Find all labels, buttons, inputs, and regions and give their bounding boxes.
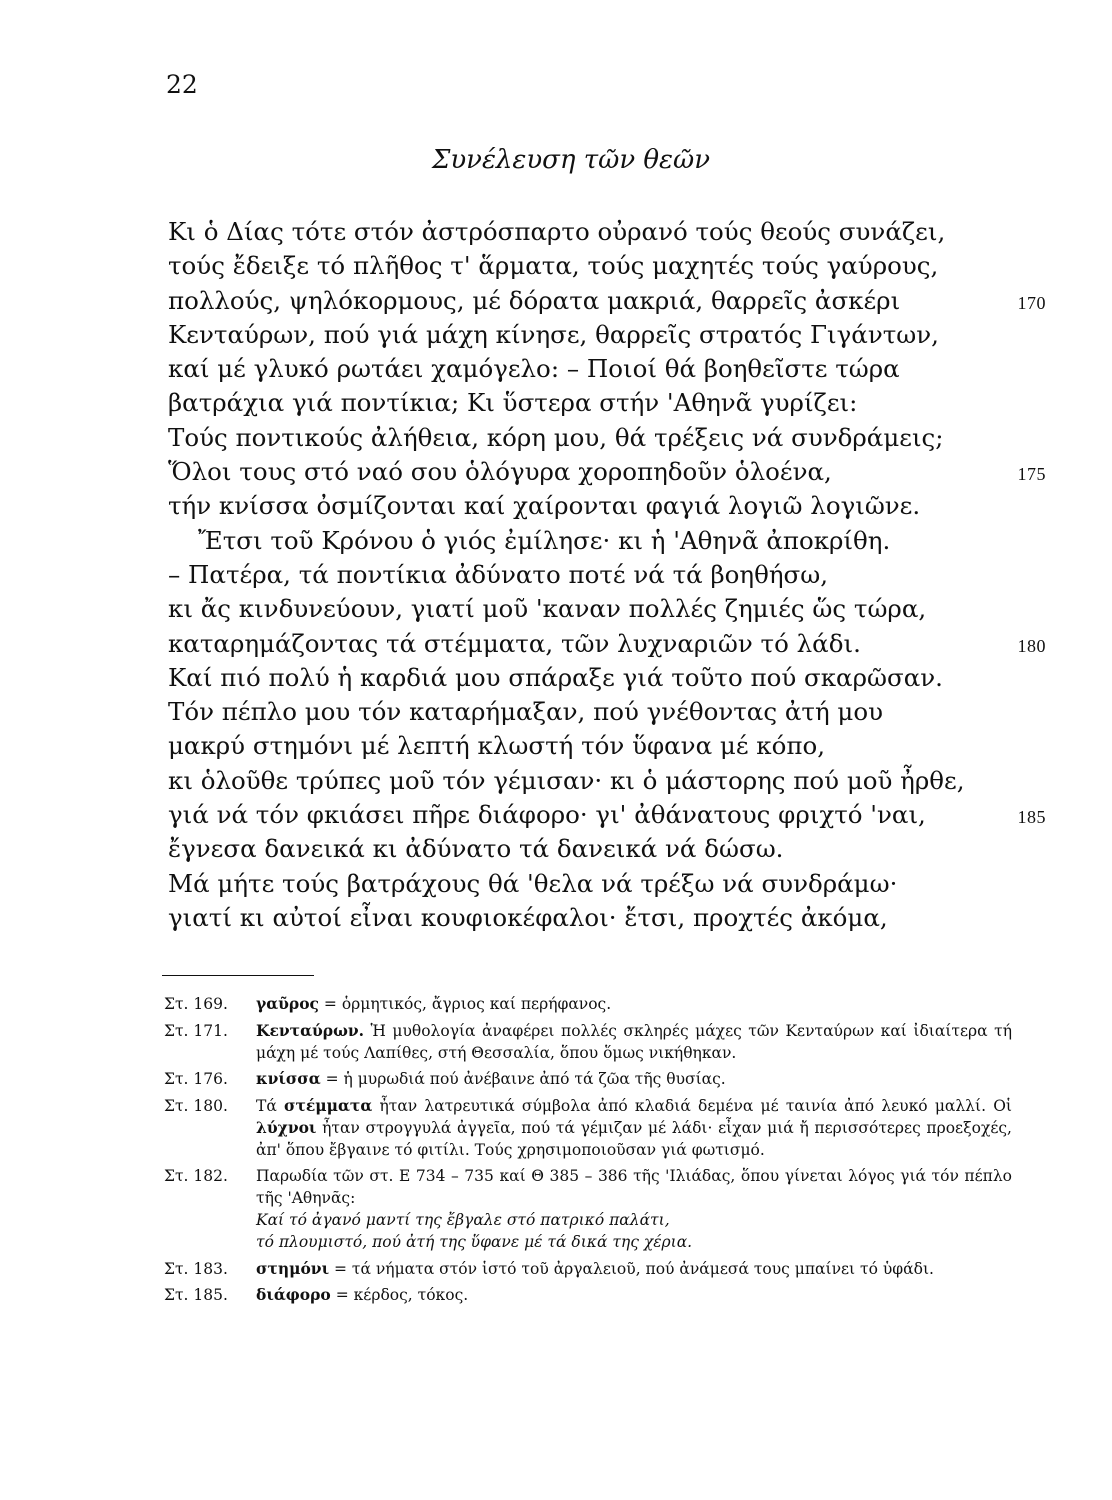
verse-text: καταρημάζοντας τά στέμματα, τῶν λυχναριῶν τό λάδι.	[168, 628, 861, 658]
footnote-body	[256, 1020, 1012, 1064]
verse-line	[168, 661, 1038, 695]
footnote-divider	[162, 975, 314, 976]
verse-line	[168, 901, 1038, 935]
footnote-text: ἦταν λατρευτικά σύμβολα ἀπό κλαδιά δεμένα μέ ταινία ἀπό λευκό μαλλί. Οἱ	[372, 1096, 1013, 1115]
verse-text: βατράχια γιά ποντίκια; Κι ὕστερα στήν 'Αθηνᾶ γυρίζει:	[168, 388, 858, 418]
verse-text: Κι ὁ Δίας τότε στόν ἀστρόσπαρτο οὐρανό τούς θεούς συνάζει,	[168, 217, 946, 246]
verse-line	[168, 695, 1038, 729]
footnote-text: ἦταν στρογγυλά ἀγγεῖα, πού τά γέμιζαν μέ λάδι· εἶχαν μιά ἤ περισσότερες προεξοχές, ἀπ' ὅπου ἔβγαινε τό φιτίλι. Τούς χρησιμοποιοῦσαν γιά φωτισμό.	[256, 1118, 1012, 1159]
line-number: 180	[1017, 635, 1046, 656]
footnote-ref: Στ. 182.	[164, 1167, 228, 1185]
line-number: 170	[1017, 292, 1046, 313]
footnote	[164, 1095, 1012, 1161]
footnote-body	[256, 1068, 1012, 1090]
verse-text: τούς ἔδειξε τό πλῆθος τ' ἅρματα, τούς μαχητές τούς γαύρους,	[168, 251, 939, 281]
footnote-term: διάφορο	[256, 1285, 331, 1304]
footnote-ref: Στ. 169.	[164, 995, 228, 1013]
verse-line	[168, 352, 1038, 386]
footnote-ref: Στ. 176.	[164, 1070, 228, 1088]
verse-text: κι ὁλοῦθε τρύπες μοῦ τόν γέμισαν· κι ὁ μάστορης πού μοῦ ἦρθε,	[168, 765, 965, 795]
verse-text: Τούς ποντικούς ἀλήθεια, κόρη μου, θά τρέξεις νά συνδράμεις;	[168, 422, 944, 452]
verse-text: Ἔτσι τοῦ Κρόνου ὁ γιός ἐμίλησε· κι ἡ 'Αθηνᾶ ἀποκρίθη.	[198, 525, 891, 555]
verse-block	[168, 215, 1046, 935]
verse-line	[168, 729, 1038, 763]
verse-text: Μά μήτε τούς βατράχους θά 'θελα νά τρέξω νά συνδράμω·	[168, 868, 898, 898]
page-number: 22	[166, 70, 198, 99]
verse-line	[168, 592, 1038, 626]
line-number: 175	[1017, 464, 1046, 485]
footnote	[164, 1020, 1012, 1064]
footnote-body	[256, 1258, 1012, 1280]
footnote-term: στέμματα	[284, 1095, 373, 1115]
verse-line	[168, 386, 1038, 420]
footnotes	[164, 993, 1012, 1311]
footnote-quote: Καί τό ἀγανό μαντί της ἔβγαλε στό πατρικό παλάτι,	[256, 1211, 670, 1229]
verse-line	[168, 832, 1038, 866]
verse-line	[168, 489, 1038, 523]
verse-text: – Πατέρα, τά ποντίκια ἀδύνατο ποτέ νά τά βοηθήσω,	[168, 559, 828, 589]
footnote-term: στημόνι	[256, 1258, 330, 1278]
verse-text: μακρύ στημόνι μέ λεπτή κλωστή τόν ὕφανα μέ κόπο,	[168, 731, 826, 761]
footnote	[164, 1068, 1012, 1090]
footnote-ref: Στ. 180.	[164, 1096, 228, 1115]
footnote-text: Ἡ μυθολογία ἀναφέρει πολλές σκληρές μάχες τῶν Κενταύρων καί ἰδιαίτερα τή μάχη μέ τούς Λαπίθες, στή Θεσσαλία, ὅπου ὅμως νικήθηκαν.	[256, 1021, 1012, 1062]
footnote-body	[256, 1284, 1012, 1306]
footnote-text: = τά νήματα στόν ἱστό τοῦ ἀργαλειοῦ, πού ἀνάμεσά τους μπαίνει τό ὑφάδι.	[329, 1259, 934, 1278]
footnote-text: = ἡ μυρωδιά πού ἀνέβαινε ἀπό τά ζῶα τῆς θυσίας.	[320, 1070, 726, 1088]
line-number: 185	[1017, 807, 1046, 828]
footnote-term: λύχνοι	[256, 1117, 317, 1137]
verse-text: γιατί κι αὐτοί εἶναι κουφιοκέφαλοι· ἔτσι, προχτές ἀκόμα,	[168, 902, 888, 932]
verse-line	[168, 627, 1046, 661]
verse-text: πολλούς, ψηλόκορμους, μέ δόρατα μακριά, θαρρεῖς ἀσκέρι	[168, 285, 901, 315]
footnote-body	[256, 1165, 1012, 1253]
verse-text: Καί πιό πολύ ἡ καρδιά μου σπάραξε γιά τοῦτο πού σκαρῶσαν.	[168, 662, 943, 692]
verse-line	[168, 524, 1038, 558]
verse-text: κι ἄς κινδυνεύουν, γιατί μοῦ 'καναν πολλές ζημιές ὥς τώρα,	[168, 594, 927, 624]
footnote	[164, 1284, 1012, 1306]
footnote-ref: Στ. 171.	[164, 1021, 228, 1040]
poem-title: Συνέλευση τῶν θεῶν	[431, 145, 711, 175]
verse-line	[168, 318, 1038, 352]
footnote-body	[256, 1095, 1012, 1161]
footnote-text: Παρωδία τῶν στ. Ε 734 – 735 καί Θ 385 – 386 τῆς 'Ιλιάδας, ὅπου γίνεται λόγος γιά τόν πέπλο τῆς 'Αθηνᾶς:	[256, 1167, 1012, 1207]
verse-line	[168, 798, 1046, 832]
footnote-body	[256, 993, 1012, 1015]
verse-line	[168, 215, 1038, 249]
verse-line	[168, 455, 1046, 489]
footnote-term: γαῦρος	[256, 994, 319, 1013]
footnote-term: κνίσσα	[256, 1069, 321, 1088]
verse-text: τήν κνίσσα ὀσμίζονται καί χαίρονται φαγιά λογιῶ λογιῶνε.	[168, 491, 921, 521]
verse-text: καί μέ γλυκό ρωτάει χαμόγελο: – Ποιοί θά βοηθεῖστε τώρα	[168, 354, 900, 384]
footnote-term: Κενταύρων.	[256, 1020, 364, 1040]
verse-text: Τόν πέπλο μου τόν καταρήμαξαν, πού γνέθοντας ἀτή μου	[168, 697, 883, 727]
footnote-ref: Στ. 183.	[164, 1259, 228, 1278]
footnote	[164, 1258, 1012, 1280]
footnote	[164, 993, 1012, 1015]
footnote-text: Τά	[256, 1096, 285, 1115]
footnote-text: = ὁρμητικός, ἄγριος καί περήφανος.	[319, 995, 612, 1013]
verse-line	[168, 421, 1038, 455]
verse-line	[168, 764, 1038, 798]
footnote	[164, 1165, 1012, 1253]
footnote-ref: Στ. 185.	[164, 1286, 228, 1304]
footnote-quote: τό πλουμιστό, πού ἀτή της ὕφανε μέ τά δικά της χέρια.	[256, 1233, 693, 1251]
verse-text: ἔγνεσα δανεικά κι ἀδύνατο τά δανεικά νά δώσω.	[168, 834, 784, 864]
verse-line	[168, 284, 1046, 318]
verse-text: Κενταύρων, πού γιά μάχη κίνησε, θαρρεῖς στρατός Γιγάντων,	[168, 319, 939, 349]
verse-line	[168, 867, 1038, 901]
verse-line	[168, 558, 1038, 592]
verse-line	[168, 249, 1038, 283]
verse-text: Ὅλοι τους στό ναό σου ὁλόγυρα χοροπηδοῦν ὁλοένα,	[168, 457, 832, 487]
verse-text: γιά νά τόν φκιάσει πῆρε διάφορο· γι' ἀθάνατους φριχτό 'ναι,	[168, 800, 926, 830]
footnote-text: = κέρδος, τόκος.	[330, 1286, 469, 1304]
